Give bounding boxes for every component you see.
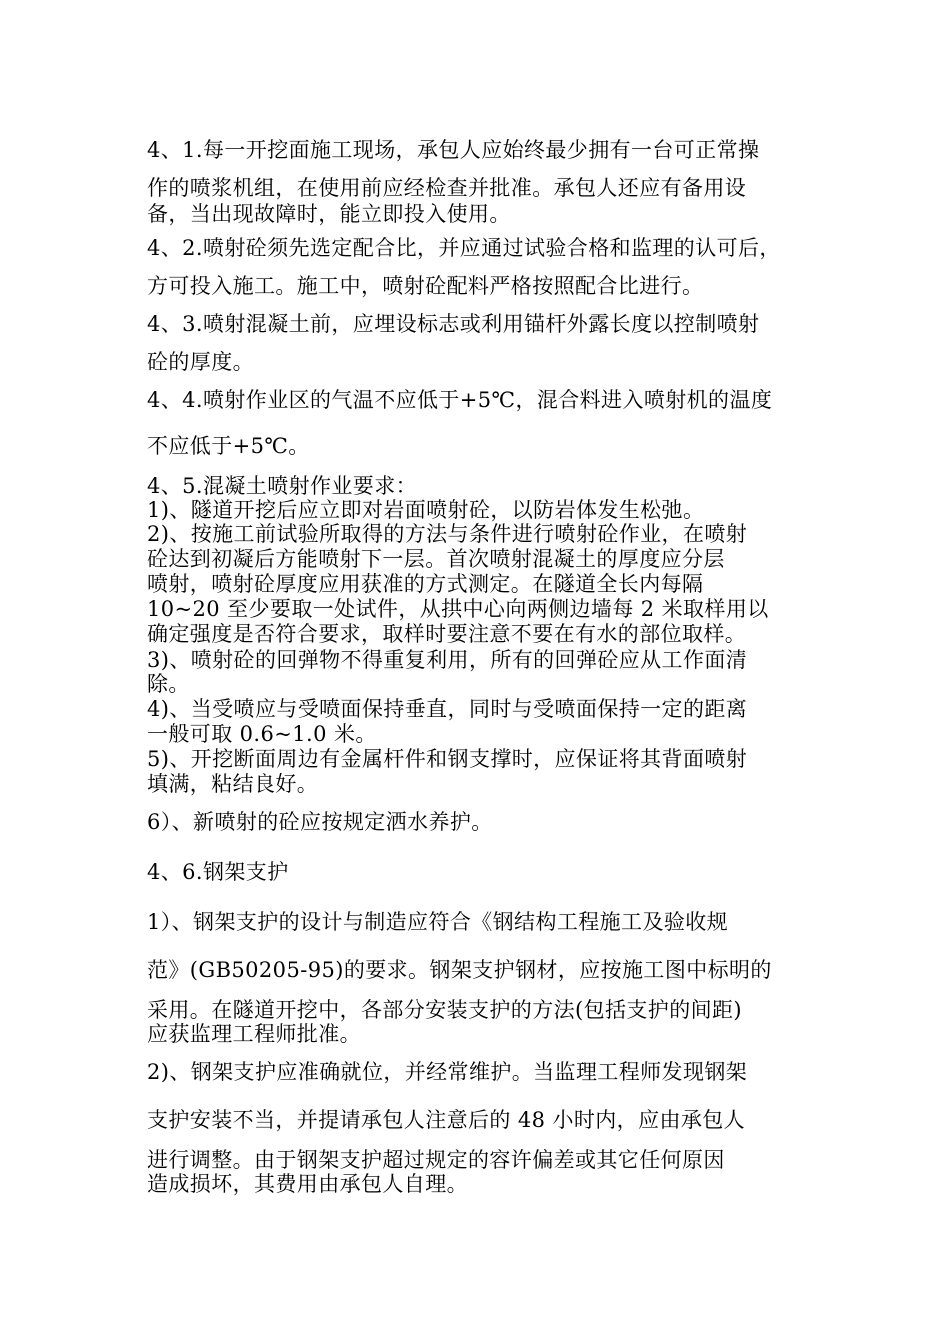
text-line: 1）、钢架支护的设计与制造应符合《钢结构工程施工及验收规 [147, 910, 729, 934]
text-line: 4、2.喷射砼须先选定配合比，并应通过试验合格和监理的认可后， [147, 236, 781, 260]
text-line: 2)、按施工前试验所取得的方法与条件进行喷射砼作业，在喷射 [147, 522, 748, 546]
text-line: 4、6.钢架支护 [147, 860, 289, 884]
text-line: 4)、当受喷应与受喷面保持垂直，同时与受喷面保持一定的距离 [147, 697, 748, 721]
text-line: 采用。在隧道开挖中，各部分安装支护的方法(包括支护的间距) [147, 998, 742, 1022]
text-line: 支护安装不当，并提请承包人注意后的 48 小时内，应由承包人 [147, 1108, 746, 1132]
text-line: 范》(GB50205-95)的要求。钢架支护钢材，应按施工图中标明的 [147, 958, 772, 982]
text-line: 4、4.喷射作业区的气温不应低于+5℃，混合料进入喷射机的温度 [147, 388, 773, 412]
text-line: 一般可取 0.6~1.0 米。 [147, 722, 377, 746]
text-line: 不应低于+5℃。 [147, 434, 310, 458]
text-line: 2)、钢架支护应准确就位，并经常维护。当监理工程师发现钢架 [147, 1060, 748, 1084]
text-line: 进行调整。由于钢架支护超过规定的容许偏差或其它任何原因 [147, 1148, 725, 1172]
text-line: 填满，粘结良好。 [147, 772, 319, 796]
text-line: 砼达到初凝后方能喷射下一层。首次喷射混凝土的厚度应分层 [147, 547, 725, 571]
text-line: 应获监理工程师批准。 [147, 1022, 361, 1046]
text-line: 除。 [147, 672, 190, 696]
text-line: 1)、隧道开挖后应立即对岩面喷射砼，以防岩体发生松弛。 [147, 498, 705, 522]
text-line: 方可投入施工。施工中，喷射砼配料严格按照配合比进行。 [147, 274, 704, 298]
text-line: 4、1.每一开挖面施工现场，承包人应始终最少拥有一台可正常操 [147, 138, 760, 162]
text-line: 6）、新喷射的砼应按规定洒水养护。 [147, 810, 493, 834]
text-line: 备，当出现故障时，能立即投入使用。 [147, 202, 511, 226]
text-line: 砼的厚度。 [147, 350, 254, 374]
text-line: 喷射，喷射砼厚度应用获准的方式测定。在隧道全长内每隔 [147, 572, 704, 596]
text-line: 10~20 至少要取一处试件，从拱中心向两侧边墙每 2 米取样用以 [147, 597, 769, 621]
text-line: 作的喷浆机组，在使用前应经检查并批准。承包人还应有备用设 [147, 176, 747, 200]
text-line: 4、5.混凝土喷射作业要求： [147, 474, 417, 498]
text-line: 5)、开挖断面周边有金属杆件和钢支撑时，应保证将其背面喷射 [147, 747, 748, 771]
text-line: 造成损坏，其费用由承包人自理。 [147, 1172, 468, 1196]
text-line: 3)、喷射砼的回弹物不得重复利用，所有的回弹砼应从工作面清 [147, 648, 748, 672]
text-line: 确定强度是否符合要求，取样时要注意不要在有水的部位取样。 [147, 622, 747, 646]
text-line: 4、3.喷射混凝土前，应埋设标志或利用锚杆外露长度以控制喷射 [147, 312, 760, 336]
